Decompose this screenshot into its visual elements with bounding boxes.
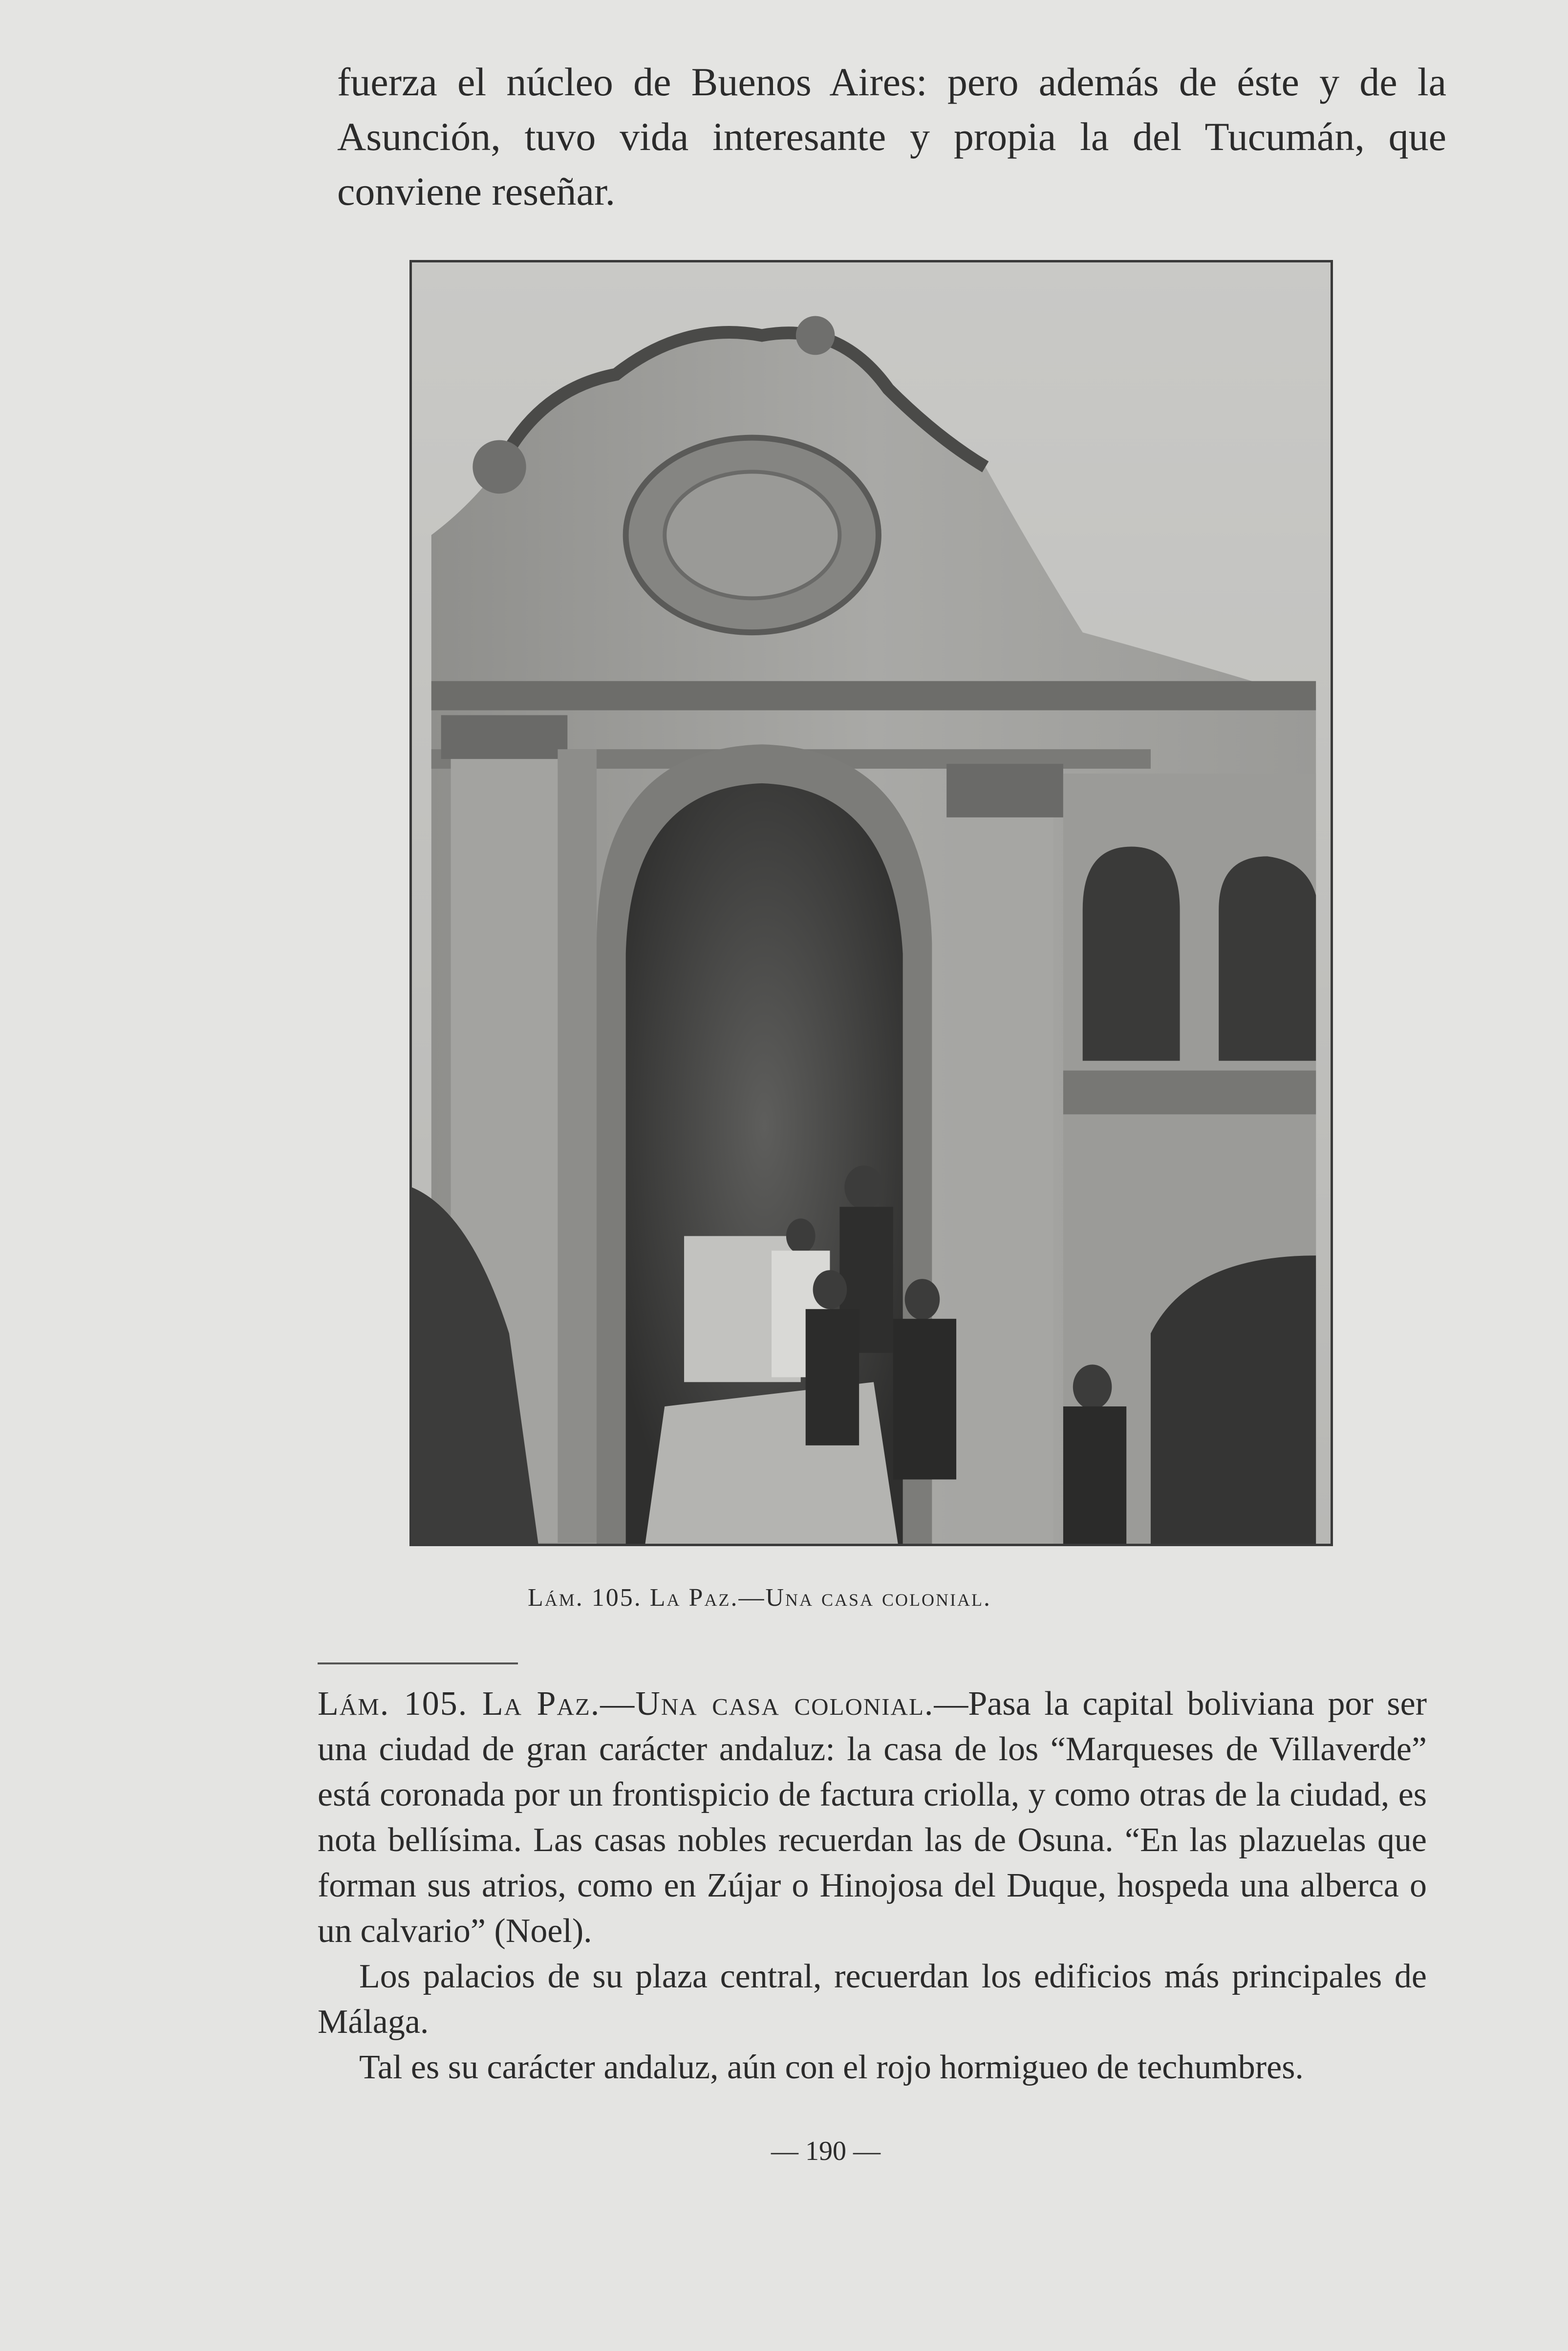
footnote — [318, 1681, 1427, 2090]
opening-paragraph: fuerza el núcleo de Buenos Aires: pero además de éste y de la Asunción, tuvo vida interesante y propia la del Tucumán, que conviene reseñar. — [337, 60, 1446, 214]
footnote-paragraph-2: Los palacios de su plaza central, recuerdan los edificios más principales de Málaga. — [318, 1958, 1427, 2041]
plate-caption: Lám. 105. La Paz.—Una casa colonial. — [528, 1584, 991, 1612]
footnote-paragraph-1 — [318, 1681, 1427, 1954]
page-number: — 190 — — [771, 2136, 881, 2166]
colonial-house-photo — [412, 262, 1331, 1544]
plate-photograph — [409, 260, 1333, 1546]
footnote-text-1: —Pasa la capital boliviana por ser una ciudad de gran carácter andaluz: la casa de los “Marqueses de Villaverde” está coronada por un frontispicio de factura criolla, y como otras de la ciudad, es nota bellísima. Las casas nobles recuerdan las de Osuna. “En las plazuelas que forman sus atrios, como en Zújar o Hinojosa del Duque, hospeda una alberca o un calvario” (Noel). — [318, 1685, 1427, 1950]
footnote-rule — [318, 1662, 518, 1664]
footnote-heading: Lám. 105. La Paz.—Una casa colonial. — [318, 1685, 934, 1723]
footnote-paragraph-3: Tal es su carácter andaluz, aún con el rojo hormigueo de techumbres. — [359, 2049, 1304, 2086]
